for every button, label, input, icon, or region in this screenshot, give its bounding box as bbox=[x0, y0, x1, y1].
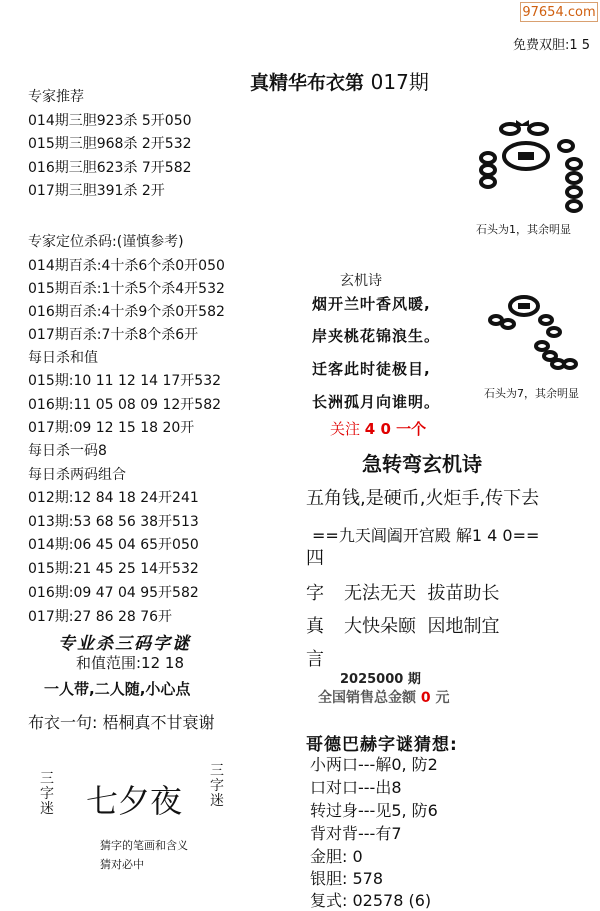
expert-heading: 专家推荐 bbox=[28, 89, 84, 105]
daily-sum-line: 016期:11 05 08 09 12开582 bbox=[28, 397, 222, 413]
riddle-tag-char: 三 bbox=[40, 771, 54, 787]
four-words-row: 大快朵颐 因地制宜 bbox=[344, 616, 500, 637]
daily-sum-line: 015期:10 11 12 14 17开532 bbox=[28, 373, 222, 389]
focus-value: 4 0 一个 bbox=[364, 420, 427, 438]
goethe-line: 口对口---出8 bbox=[310, 778, 402, 797]
riddle-note: 猜对必中 bbox=[100, 858, 144, 871]
expert-line: 016期三胆623杀 7开582 bbox=[28, 160, 192, 176]
poem-line: 迁客此时徒极目, bbox=[312, 360, 431, 378]
four-words-row: 无法无天 拔苗助长 bbox=[344, 583, 500, 604]
goethe-line: 复式: 02578 (6) bbox=[310, 891, 432, 910]
daily-kill-one: 每日杀一码8 bbox=[28, 443, 107, 459]
stone-caption-2: 石头为7，其余明显 bbox=[484, 387, 579, 400]
poem-line: 烟开兰叶香风暖, bbox=[312, 295, 431, 313]
turn-poem-line: 五角钱,是硬币,火炬手,传下去 bbox=[306, 488, 540, 509]
turn-poem-heading: 急转弯玄机诗 bbox=[362, 452, 482, 476]
goethe-line: 小两口---解0, 防2 bbox=[310, 755, 438, 774]
daily-two-line: 014期:06 45 04 65开050 bbox=[28, 537, 199, 553]
daily-two-line: 016期:09 47 04 95开582 bbox=[28, 585, 199, 601]
goethe-heading: 哥德巴赫字谜猜想: bbox=[306, 735, 458, 755]
free-double-bile: 免费双胆:1 5 bbox=[512, 38, 590, 53]
goethe-line: 转过身---见5, 防6 bbox=[310, 801, 438, 820]
title-issue: 017期 bbox=[370, 70, 429, 94]
riddle-tag-char: 迷 bbox=[210, 793, 224, 809]
four-words-char: 言 bbox=[306, 649, 324, 670]
riddle-note: 猜字的笔画和含义 bbox=[100, 839, 188, 852]
buyi-sentence: 布衣一句: 梧桐真不甘衰谢 bbox=[28, 713, 215, 732]
four-words-char: 真 bbox=[306, 616, 324, 637]
daily-sum-heading: 每日杀和值 bbox=[28, 350, 98, 366]
riddle-tag-right bbox=[210, 764, 224, 809]
position-kill-heading: 专家定位杀码:(谨慎参考) bbox=[28, 234, 184, 250]
focus-label: 关注 bbox=[330, 420, 361, 438]
daily-sum-line: 017期:09 12 15 18 20开 bbox=[28, 420, 195, 436]
sales-unit: 元 bbox=[435, 690, 450, 706]
sales-total bbox=[318, 687, 450, 707]
four-words-char: 四 bbox=[306, 548, 324, 569]
site-watermark: 97654.com bbox=[520, 2, 598, 22]
riddle-tag-char: 字 bbox=[40, 786, 54, 802]
position-kill-line: 015期百杀:1十杀5个杀4开532 bbox=[28, 281, 225, 297]
expert-line: 015期三胆968杀 2开532 bbox=[28, 136, 192, 152]
goethe-line: 背对背---有7 bbox=[310, 824, 402, 843]
riddle-center: 七夕夜 bbox=[86, 782, 183, 820]
four-words-char: 字 bbox=[306, 583, 324, 604]
pro-riddle-heading: 专业杀三码字谜 bbox=[58, 634, 191, 654]
stone-drawing-2 bbox=[484, 292, 584, 382]
sales-amount: 0 bbox=[420, 690, 431, 706]
position-kill-line: 017期百杀:7十杀8个杀6开 bbox=[28, 327, 199, 343]
poem-heading: 玄机诗 bbox=[340, 273, 382, 289]
expert-line: 017期三胆391杀 2开 bbox=[28, 183, 165, 199]
goethe-line: 金胆: 0 bbox=[310, 847, 363, 866]
focus-hint bbox=[330, 418, 426, 439]
carry-hint: 一人带,二人随,小心点 bbox=[44, 680, 191, 698]
riddle-tag-left bbox=[40, 772, 54, 817]
stone-caption-1: 石头为1，其余明显 bbox=[476, 223, 571, 236]
poem-line: 岸夹桃花锦浪生。 bbox=[312, 327, 441, 345]
daily-two-line: 015期:21 45 25 14开532 bbox=[28, 561, 199, 577]
sum-range: 和值范围:12 18 bbox=[76, 654, 184, 672]
riddle-tag-char: 字 bbox=[210, 778, 224, 794]
sales-label: 全国销售总金额 bbox=[318, 690, 416, 706]
daily-two-line: 017期:27 86 28 76开 bbox=[28, 609, 173, 625]
daily-two-line: 013期:53 68 56 38开513 bbox=[28, 514, 199, 530]
daily-two-heading: 每日杀两码组合 bbox=[28, 467, 126, 483]
stone-drawing-1 bbox=[474, 118, 590, 218]
expert-line: 014期三胆923杀 5开050 bbox=[28, 113, 192, 129]
page-title bbox=[250, 66, 429, 95]
position-kill-line: 016期百杀:4十杀9个杀0开582 bbox=[28, 304, 225, 320]
title-main: 真精华布衣第 bbox=[250, 72, 365, 94]
riddle-tag-char: 三 bbox=[210, 763, 224, 779]
daily-two-line: 012期:12 84 18 24开241 bbox=[28, 490, 199, 506]
goethe-line: 银胆: 578 bbox=[310, 869, 384, 888]
position-kill-line: 014期百杀:4十杀6个杀0开050 bbox=[28, 258, 225, 274]
poem-line: 长洲孤月向谁明。 bbox=[312, 393, 441, 411]
sales-period: 2025000 期 bbox=[340, 672, 421, 687]
riddle-tag-char: 迷 bbox=[40, 801, 54, 817]
turn-poem-solution: ==九天阊阖开宫殿 解1 4 0== bbox=[312, 526, 540, 545]
